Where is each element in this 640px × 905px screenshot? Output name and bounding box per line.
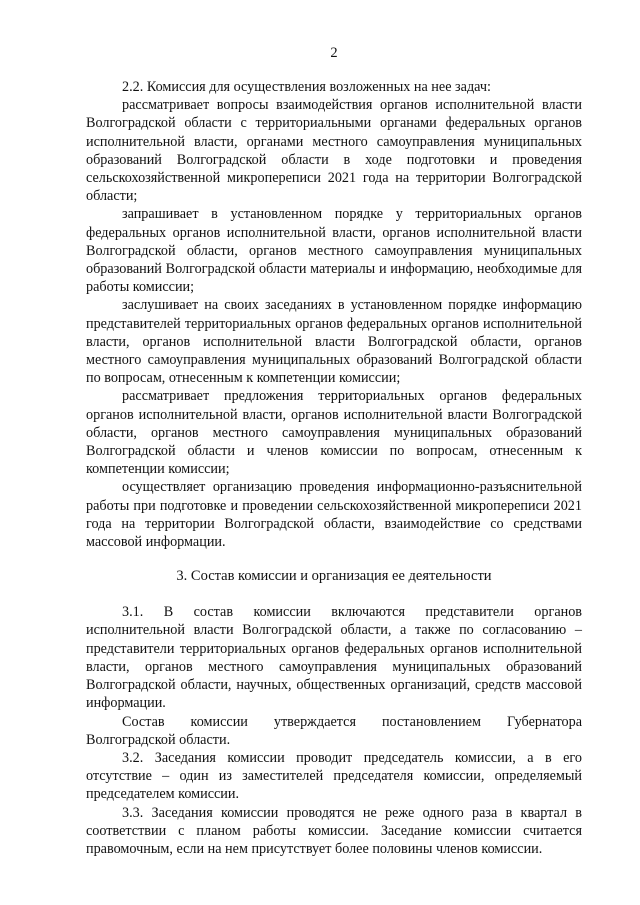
clause-3-1-composition: Состав комиссии утверждается постановлением Губернатора Волгоградской области. xyxy=(86,713,582,748)
clause-3-2: 3.2. Заседания комиссии проводит председатель комиссии, а в его отсутствие – один из заместителей председателя комиссии, определяемый председателем комиссии. xyxy=(86,749,582,803)
clause-2-2-item-5: осуществляет организацию проведения информационно-разъяснительной работы при подготовке и проведении сельскохозяйственной микропереписи 2021 года на территории Волгоградской области, взаимодействие со средствами массовой информации. xyxy=(86,479,582,551)
clause-3-3: 3.3. Заседания комиссии проводятся не реже одного раза в квартал в соответствии с планом работы комиссии. Заседание комиссии считается правомочным, если на нем присутствует более половины членов комиссии. xyxy=(86,804,582,857)
clause-2-2-item-4: рассматривает предложения территориальных органов федеральных органов исполнительной власти, органов исполнительной власти Волгоградской области, органов местного самоуправления муниципальных образований Волгоградской области и членов комиссии по вопросам, отнесенным к компетенции комиссии; xyxy=(86,388,582,478)
clause-2-2-lead: 2.2. Комиссия для осуществления возложенных на нее задач: xyxy=(122,79,491,95)
clause-2-2-item-1: рассматривает вопросы взаимодействия органов исполнительной власти Волгоградской области с территориальными органами федеральных органов исполнительной власти, органами местного самоуправления муниципальных образований Волгоградской области в ходе подготовки и проведения сельскохозяйственной микропереписи 2021 года на территории Волгоградской области; xyxy=(86,97,582,205)
clause-2-2-item-2: запрашивает в установленном порядке у территориальных органов федеральных органов исполнительной власти, органов исполнительной власти Волгоградской области, органов местного самоуправления муниципальных образований Волгоградской области материалы и информацию, необходимые для работы комиссии; xyxy=(86,206,582,296)
page-number: 2 xyxy=(330,45,338,61)
section-3-heading: 3. Состав комиссии и организация ее деятельности xyxy=(176,568,492,585)
clause-3-1: 3.1. В состав комиссии включаются представители органов исполнительной власти Волгоградской области, а также по согласованию – представители территориальных органов федеральных органов исполнительной власти, органов местного самоуправления муниципальных образований Волгоградской области, научных, общественных организаций, средств массовой информации. xyxy=(86,604,582,712)
clause-2-2-item-3: заслушивает на своих заседаниях в установленном порядке информацию представителей территориальных органов федеральных органов исполнительной власти, органов исполнительной власти Волгоградской области, органов местного самоуправления муниципальных образований Волгоградской области по вопросам, отнесенным к компетенции комиссии; xyxy=(86,297,582,387)
